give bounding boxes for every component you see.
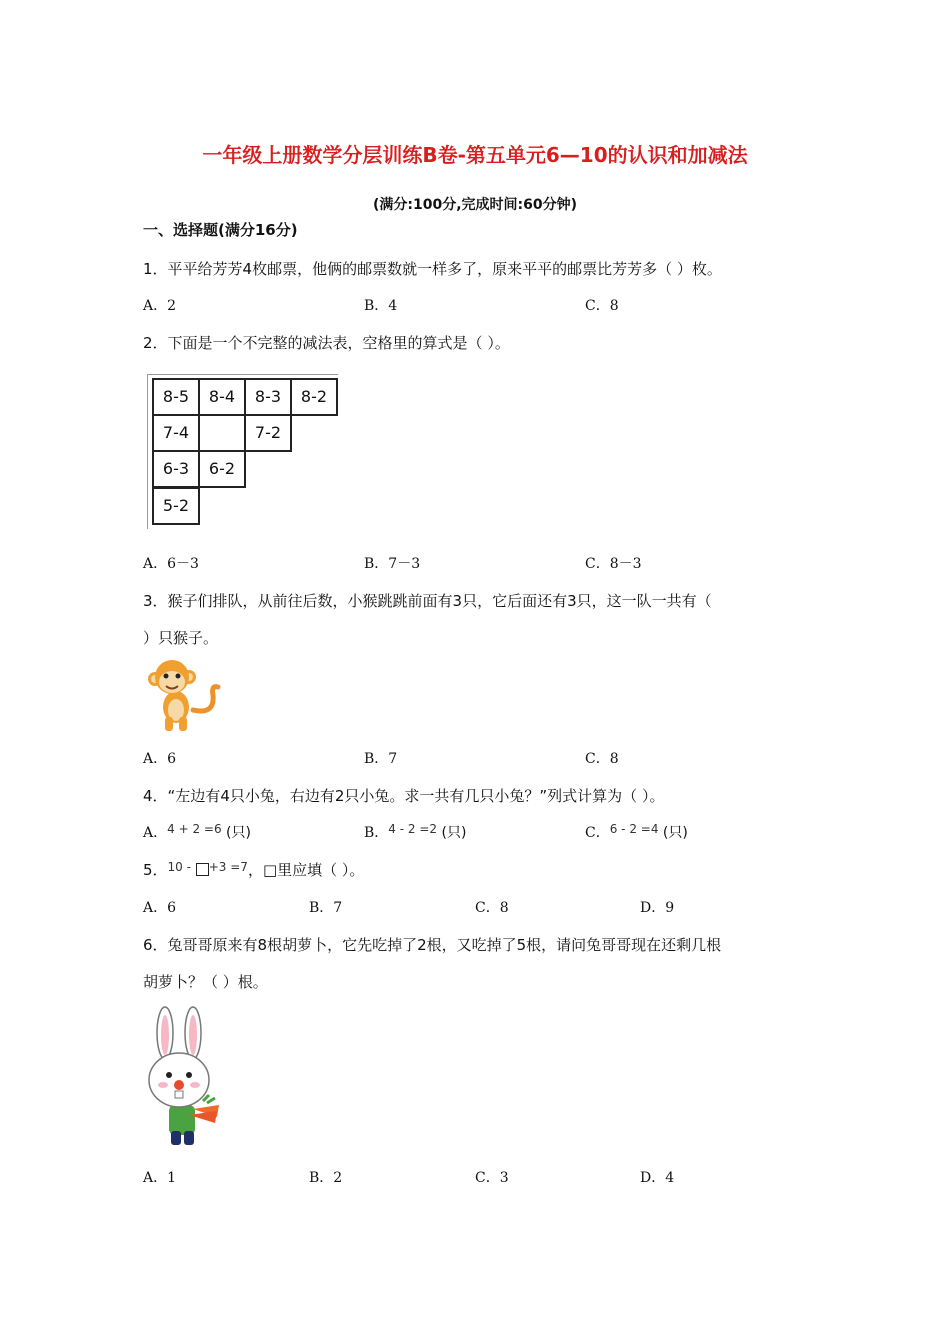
question-3-option-b[interactable]: B．7	[364, 751, 398, 767]
question-5-option-b[interactable]: B．7	[309, 900, 343, 916]
table-cell: 5-2	[152, 487, 200, 525]
question-2-option-b[interactable]: B．7－3	[364, 556, 421, 572]
question-4-option-a[interactable]	[143, 822, 251, 842]
table-cell: 8-4	[198, 378, 246, 416]
option-label: A．	[143, 825, 168, 841]
question-4-option-c[interactable]	[585, 822, 688, 842]
question-5-formula-b: +3 =7	[208, 860, 248, 874]
question-6-option-a[interactable]: A．1	[143, 1170, 177, 1186]
option-unit: (只)	[662, 825, 688, 841]
question-2-option-a[interactable]: A．6－3	[143, 556, 199, 572]
option-formula: 6 - 2 =4	[609, 822, 659, 836]
option-unit: (只)	[226, 825, 251, 841]
question-1-stem: 1．平平给芳芳4枚邮票，他俩的邮票数就一样多了，原来平平的邮票比芳芳多（ ）枚。	[143, 260, 722, 278]
table-cell: 8-5	[152, 378, 200, 416]
question-5-formula-a: 10 -	[167, 860, 191, 874]
question-3-stem-line2: ）只猴子。	[143, 629, 219, 647]
question-3-option-c[interactable]: C．8	[585, 751, 619, 767]
question-1-option-c[interactable]: C．8	[585, 298, 619, 314]
question-4-stem: 4．“左边有4只小兔，右边有2只小兔。求一共有几只小兔？”列式计算为（ ）。	[143, 787, 665, 805]
table-cell: 8-3	[244, 378, 292, 416]
option-label: B．	[364, 825, 389, 841]
question-1-option-b[interactable]: B．4	[364, 298, 398, 314]
option-unit: (只)	[441, 825, 467, 841]
table-cell: 7-2	[244, 414, 292, 452]
option-formula: 4 - 2 =2	[388, 822, 438, 836]
rabbit-illustration	[143, 1005, 228, 1150]
page-subtitle: (满分:100分,完成时间:60分钟)	[372, 197, 578, 213]
question-6-option-c[interactable]: C．3	[475, 1170, 509, 1186]
section-heading: 一、选择题(满分16分)	[143, 221, 298, 239]
option-formula: 4 + 2 =6	[167, 822, 222, 836]
question-2-option-c[interactable]: C．8－3	[585, 556, 642, 572]
question-5-prefix: 5．	[143, 861, 168, 879]
table-cell: 7-4	[152, 414, 200, 452]
question-6-option-b[interactable]: B．2	[309, 1170, 343, 1186]
monkey-illustration	[143, 655, 223, 733]
option-label: C．	[585, 825, 610, 841]
question-6-option-d[interactable]: D．4	[640, 1170, 675, 1186]
table-cell: 6-3	[152, 450, 200, 488]
table-cell-blank	[198, 414, 246, 452]
question-2-stem: 2．下面是一个不完整的减法表，空格里的算式是（ ）。	[143, 334, 510, 352]
question-5-option-c[interactable]: C．8	[475, 900, 509, 916]
question-5-stem	[143, 859, 364, 880]
question-5-suffix: ，□里应填（ ）。	[247, 861, 365, 879]
question-3-stem-line1: 3．猴子们排队，从前往后数，小猴跳跳前面有3只，它后面还有3只，这一队一共有（	[143, 592, 712, 610]
question-5-option-a[interactable]: A．6	[143, 900, 177, 916]
subtraction-table	[143, 370, 343, 530]
question-4-option-b[interactable]	[364, 822, 466, 842]
question-5-option-d[interactable]: D．9	[640, 900, 675, 916]
question-1-option-a[interactable]: A．2	[143, 298, 177, 314]
answer-box-icon	[196, 863, 209, 876]
table-cell: 6-2	[198, 450, 246, 488]
question-6-stem-line2: 胡萝卜？（ ）根。	[143, 973, 268, 991]
table-cell: 8-2	[290, 378, 338, 416]
question-3-option-a[interactable]: A．6	[143, 751, 177, 767]
question-6-stem-line1: 6．兔哥哥原来有8根胡萝卜，它先吃掉了2根，又吃掉了5根，请问兔哥哥现在还剩几根	[143, 936, 722, 954]
page-title: 一年级上册数学分层训练B卷-第五单元6—10的认识和加减法	[202, 143, 748, 167]
